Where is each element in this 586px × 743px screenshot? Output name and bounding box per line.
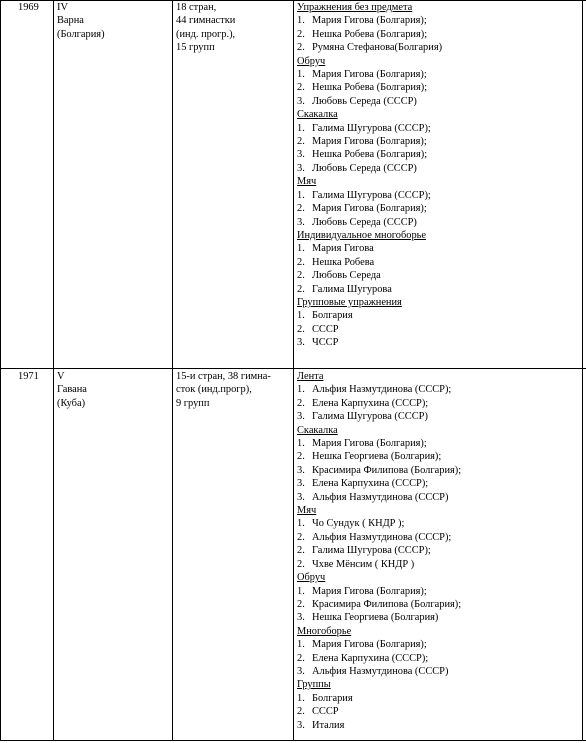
result-entry: 3. Нешка Георгиева (Болгария) bbox=[297, 612, 439, 624]
event-title: Групповые упражнения bbox=[297, 296, 402, 308]
venue-cell bbox=[57, 370, 87, 410]
event-title: Обруч bbox=[297, 55, 326, 67]
result-entry: 2. Елена Карпухина (СССР); bbox=[297, 397, 429, 409]
result-entry: 2. Нешка Робева bbox=[297, 256, 375, 268]
event-title: Упражнения без предмета bbox=[297, 2, 413, 13]
result-entry: 2. Нешка Георгиева (Болгария); bbox=[297, 451, 442, 463]
result-entry: 3. Италия bbox=[297, 719, 345, 731]
year: 1969 bbox=[18, 2, 39, 13]
result-entry: 1. Мария Гигова (Болгария); bbox=[297, 438, 427, 450]
col-border-right bbox=[582, 0, 583, 741]
event-title: Обруч bbox=[297, 572, 326, 584]
result-entry: 2. Галима Шугурова (СССР); bbox=[297, 545, 431, 557]
result-entry: 1. Болгария bbox=[297, 692, 353, 704]
result-entry: 1. Мария Гигова (Болгария); bbox=[297, 585, 427, 597]
edition: IV bbox=[57, 2, 68, 13]
participants-line: 9 групп bbox=[176, 397, 210, 409]
result-entry: 2. Альфия Назмутдинова (СССР); bbox=[297, 531, 452, 543]
participants-line: (инд. прогр.), bbox=[176, 28, 236, 40]
year-cell bbox=[18, 370, 39, 383]
participants-line: 44 гимнастки bbox=[176, 15, 236, 27]
event-title: Группы bbox=[297, 679, 331, 691]
participants-line: 15-и стран, 38 гимна- bbox=[176, 371, 271, 382]
event-title: Скакалка bbox=[297, 109, 338, 121]
result-entry: 1. Галима Шугурова (СССР); bbox=[297, 122, 431, 134]
result-entry: 2. Нешка Робева (Болгария); bbox=[297, 28, 428, 40]
result-entry: 2. Галима Шугурова bbox=[297, 283, 392, 295]
year-cell bbox=[18, 1, 39, 14]
year: 1971 bbox=[18, 371, 39, 382]
result-entry: 3. Красимира Филипова (Болгария); bbox=[297, 464, 462, 476]
result-entry: 2. Румяна Стефанова(Болгария) bbox=[297, 42, 443, 54]
participants-line: 15 групп bbox=[176, 42, 215, 54]
country: (Болгария) bbox=[57, 28, 105, 40]
result-entry: 1. Галима Шугурова (СССР); bbox=[297, 189, 431, 201]
result-entry: 2. Мария Гигова (Болгария); bbox=[297, 203, 427, 215]
result-entry: 2. СССР bbox=[297, 706, 339, 718]
event-title: Лента bbox=[297, 371, 324, 382]
result-entry: 3. Любовь Середа (СССР) bbox=[297, 95, 417, 107]
result-entry: 2. Мария Гигова (Болгария); bbox=[297, 136, 427, 148]
result-entry: 2. Чхве Мёнсим ( КНДР ) bbox=[297, 558, 415, 570]
edition: V bbox=[57, 371, 65, 382]
col-border-left bbox=[0, 0, 1, 741]
result-entry: 2. СССР bbox=[297, 323, 339, 335]
result-entry: 3. Галима Шугурова (СССР) bbox=[297, 411, 428, 423]
result-entry: 1. Чо Сундук ( КНДР ); bbox=[297, 518, 405, 530]
participants-line: сток (инд.прогр), bbox=[176, 384, 252, 396]
result-entry: 3. Любовь Середа (СССР) bbox=[297, 216, 417, 228]
result-entry: 1. Альфия Назмутдинова (СССР); bbox=[297, 384, 452, 396]
col-border-3 bbox=[293, 0, 294, 741]
participants-cell bbox=[176, 1, 235, 55]
result-entry: 1. Мария Гигова bbox=[297, 243, 374, 255]
col-border-1 bbox=[53, 0, 54, 741]
result-entry: 2. Елена Карпухина (СССР); bbox=[297, 652, 429, 664]
result-entry: 3. Альфия Назмутдинова (СССР) bbox=[297, 665, 449, 677]
col-border-2 bbox=[172, 0, 173, 741]
event-title: Индивидуальное многоборье bbox=[297, 229, 426, 241]
event-title: Многоборье bbox=[297, 625, 352, 637]
result-entry: 3. ЧССР bbox=[297, 337, 339, 349]
event-title: Мяч bbox=[297, 176, 317, 188]
result-entry: 3. Елена Карпухина (СССР); bbox=[297, 478, 429, 490]
city: Варна bbox=[57, 15, 84, 27]
result-entry: 1. Мария Гигова (Болгария); bbox=[297, 639, 427, 651]
result-entry: 1. Мария Гигова (Болгария); bbox=[297, 69, 427, 81]
country: (Куба) bbox=[57, 397, 86, 409]
results-cell bbox=[297, 1, 442, 350]
result-entry: 3. Нешка Робева (Болгария); bbox=[297, 149, 428, 161]
result-entry: 2. Нешка Робева (Болгария); bbox=[297, 82, 428, 94]
event-title: Скакалка bbox=[297, 424, 338, 436]
results-cell bbox=[297, 370, 461, 732]
city: Гавана bbox=[57, 384, 87, 396]
event-title: Мяч bbox=[297, 505, 317, 517]
result-entry: 1. Болгария bbox=[297, 310, 353, 322]
venue-cell bbox=[57, 1, 105, 41]
participants-cell bbox=[176, 370, 271, 410]
result-entry: 3. Альфия Назмутдинова (СССР) bbox=[297, 491, 449, 503]
result-entry: 2. Красимира Филипова (Болгария); bbox=[297, 598, 462, 610]
result-entry: 1. Мария Гигова (Болгария); bbox=[297, 15, 427, 27]
result-entry: 2. Любовь Середа bbox=[297, 270, 381, 282]
participants-line: 18 стран, bbox=[176, 2, 217, 13]
result-entry: 3. Любовь Середа (СССР) bbox=[297, 162, 417, 174]
